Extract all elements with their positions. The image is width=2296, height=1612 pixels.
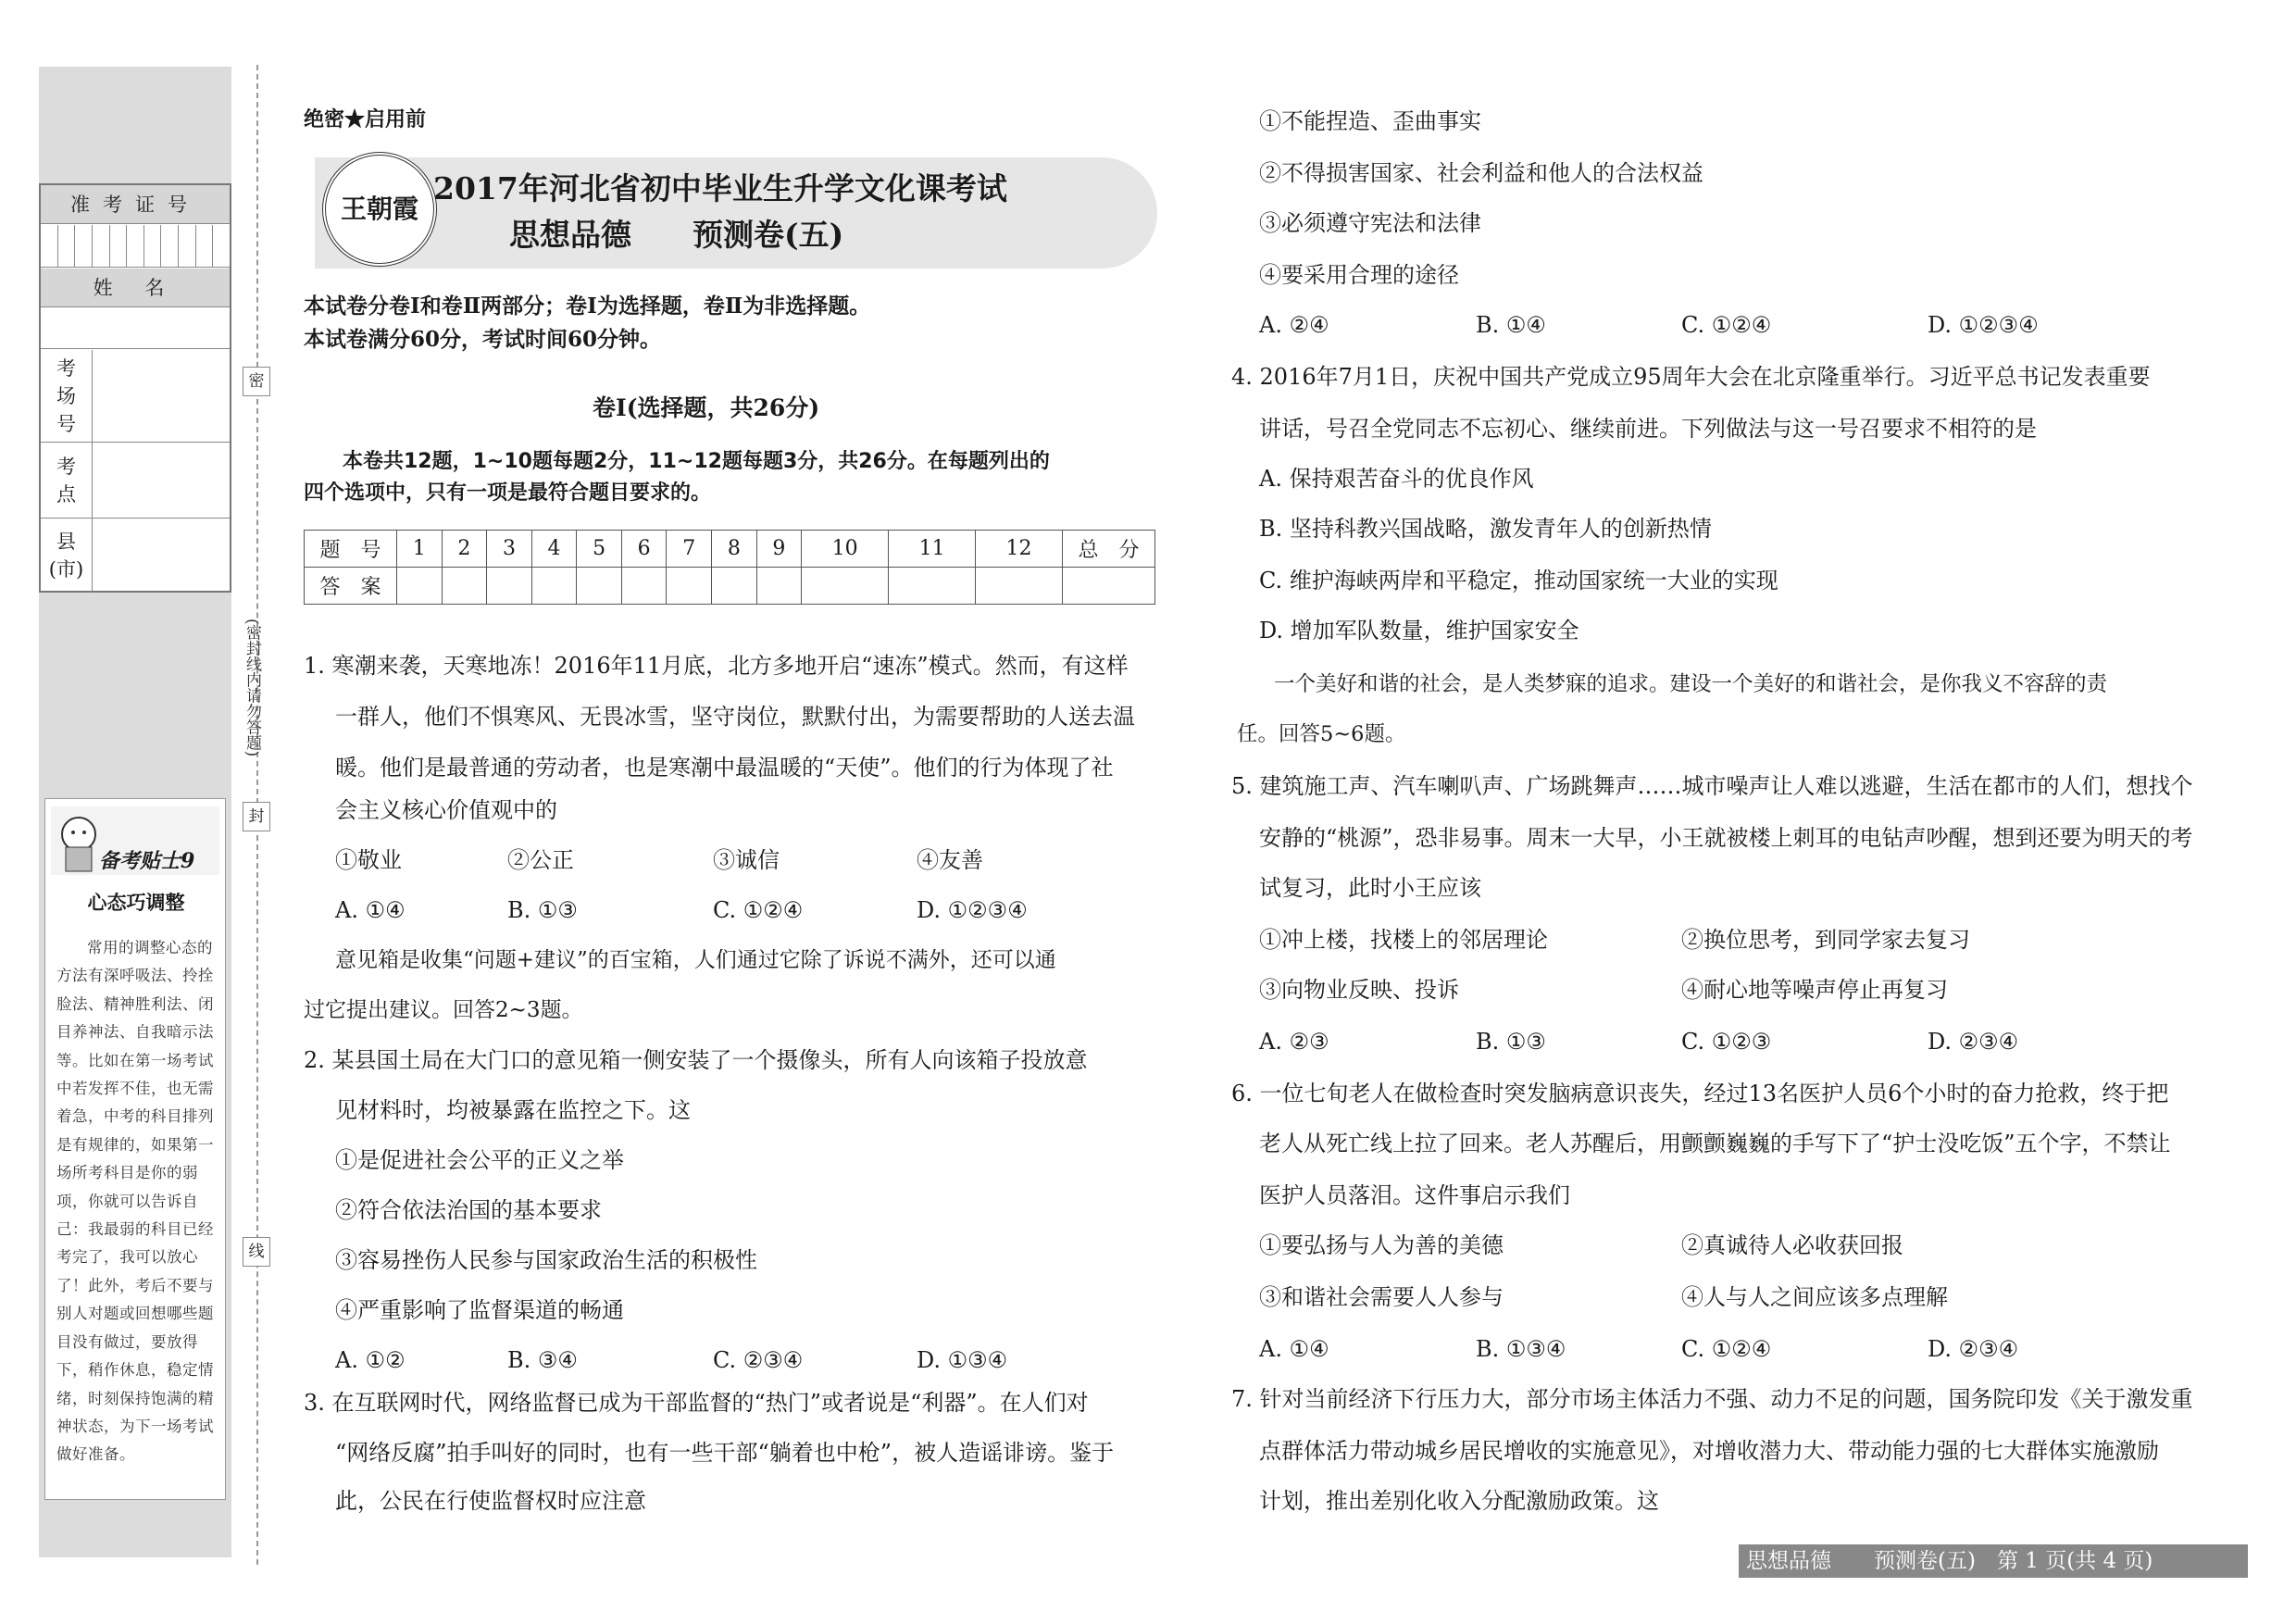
- q3-option: ④要采用合理的途径: [1259, 262, 1459, 288]
- q3-line: 3. 在互联网时代，网络监督已成为干部监督的“热门”或者说是“利器”。在人们对: [304, 1390, 1089, 1416]
- answer-cell[interactable]: [397, 568, 443, 605]
- q2-choice: B. ③④: [507, 1347, 578, 1373]
- table-cell: 7: [667, 531, 712, 568]
- table-cell: 10: [802, 531, 889, 568]
- table-cell: 总 分: [1063, 531, 1155, 568]
- q4-option: D. 增加军队数量，维护国家安全: [1259, 618, 1579, 644]
- q4-line: 讲话，号召全党同志不忘初心、继续前进。下列做法与这一号召要求不相符的是: [1259, 416, 2037, 442]
- q3-option: ①不能捏造、歪曲事实: [1259, 108, 1481, 134]
- q1-option: ③诚信: [713, 847, 780, 873]
- q1-line: 会主义核心价值观中的: [335, 797, 557, 823]
- q3-option: ③必须遵守宪法和法律: [1259, 210, 1481, 236]
- venue-no-field[interactable]: [93, 350, 230, 443]
- q1-line: 1. 寒潮来袭，天寒地冻！2016年11月底，北方多地开启“速冻”模式。然而，有这样: [304, 653, 1129, 679]
- answer-cell[interactable]: [531, 568, 577, 605]
- q1-option: ②公正: [507, 847, 574, 873]
- venue-field[interactable]: [93, 443, 230, 519]
- q3-choice: D. ①②③④: [1928, 312, 2039, 338]
- brand-logo-icon: [322, 152, 437, 267]
- q3-option: ②不得损害国家、社会利益和他人的合法权益: [1259, 160, 1703, 186]
- q3-choice: A. ②④: [1259, 312, 1329, 338]
- paper-note-1: 本试卷分卷Ⅰ和卷Ⅱ两部分；卷Ⅰ为选择题，卷Ⅱ为非选择题。: [304, 294, 871, 319]
- q2-3-intro: 过它提出建议。回答2~3题。: [304, 998, 583, 1022]
- venue-no-label: 考 场 号: [41, 350, 93, 443]
- seal-mark-feng: 封: [243, 802, 270, 831]
- q6-option: ③和谐社会需要人人参与: [1259, 1284, 1504, 1310]
- q2-choice: C. ②③④: [713, 1347, 804, 1373]
- exam-subtitle: 思想品德 预测卷(五): [509, 217, 844, 253]
- q1-line: 一群人，他们不惧寒风、无畏冰雪，坚守岗位，默默付出，为需要帮助的人送去温: [335, 704, 1135, 730]
- answer-cell[interactable]: [712, 568, 757, 605]
- tips-badge: 备考贴士9: [99, 849, 195, 873]
- q6-line: 老人从死亡线上拉了回来。老人苏醒后，用颤颤巍巍的手写下了“护士没吃饭”五个字，不禁让: [1259, 1131, 2171, 1156]
- seal-mark-xian: 线: [243, 1237, 270, 1267]
- answer-table-answer-row: [305, 568, 1155, 605]
- q1-option: ①敬业: [335, 847, 402, 873]
- table-cell: 1: [397, 531, 443, 568]
- answer-cell[interactable]: [621, 568, 667, 605]
- table-cell: 12: [976, 531, 1063, 568]
- table-cell: 题 号: [305, 531, 397, 568]
- q5-choice: A. ②③: [1259, 1029, 1329, 1055]
- q5-choice: C. ①②③: [1681, 1029, 1772, 1055]
- answer-cell[interactable]: [802, 568, 889, 605]
- secret-label: 绝密★启用前: [304, 107, 427, 131]
- table-cell: 11: [889, 531, 976, 568]
- instructions-2: 四个选项中，只有一项是最符合题目要求的。: [304, 481, 712, 505]
- tips-body: 常用的调整心态的方法有深呼吸法、拎拴脸法、精神胜利法、闭目养神法、自我暗示法等。比如在第一场考试中若发挥不佳，也无需着急，中考的科目排列是有规律的，如果第一场所考科目是你的弱项，你就可以告诉自己：我最弱的科目已经考完了，我可以放心了！此外，考后不要与别人对题或回想哪些题目没有做过，要放得下，稍作休息，稳定情绪，时刻保持饱满的精神状态，为下一场考试做好准备。: [56, 939, 214, 1464]
- q1-choice: D. ①②③④: [917, 897, 1028, 923]
- name-field[interactable]: [41, 308, 230, 349]
- q1-line: 暖。他们是最普通的劳动者，也是寒潮中最温暖的“天使”。他们的行为体现了社: [335, 755, 1114, 781]
- q5-choice: D. ②③④: [1928, 1029, 2019, 1055]
- q2-option: ②符合依法治国的基本要求: [335, 1197, 602, 1223]
- q6-line: 6. 一位七旬老人在做检查时突发脑病意识丧失，经过13名医护人员6个小时的奋力抢救，终于把: [1231, 1081, 2169, 1106]
- q2-line: 2. 某县国土局在大门口的意见箱一侧安装了一个摄像头，所有人向该箱子投放意: [304, 1047, 1088, 1073]
- q5-line: 5. 建筑施工声、汽车喇叭声、广场跳舞声……城市噪声让人难以逃避，生活在都市的人们，想找个: [1231, 773, 2193, 799]
- q2-line: 见材料时，均被暴露在监控之下。这: [335, 1097, 691, 1123]
- q6-choice: C. ①②④: [1681, 1336, 1772, 1362]
- q6-option: ①要弘扬与人为善的美德: [1259, 1232, 1504, 1258]
- exam-number-cells[interactable]: [41, 225, 230, 268]
- seal-mark-mi: 密: [243, 367, 270, 396]
- q3-choice: C. ①②④: [1681, 312, 1772, 338]
- q5-choice: B. ①③: [1476, 1029, 1546, 1055]
- answer-table: [304, 530, 1155, 605]
- q6-line: 医护人员落泪。这件事启示我们: [1259, 1182, 1570, 1208]
- q4-option: C. 维护海峡两岸和平稳定，推动国家统一大业的实现: [1259, 568, 1778, 594]
- q7-line: 7. 针对当前经济下行压力大，部分市场主体活力不强、动力不足的问题，国务院印发《关于激发重: [1231, 1386, 2193, 1412]
- q2-option: ④严重影响了监督渠道的畅通: [335, 1297, 624, 1323]
- table-cell: 3: [487, 531, 532, 568]
- q3-line: “网络反腐”拍手叫好的同时，也有一些干部“躺着也中枪”，被人造谣诽谤。鉴于: [335, 1440, 1115, 1466]
- county-label: 县 (市): [41, 519, 93, 593]
- table-cell: 4: [531, 531, 577, 568]
- q3-line: 此，公民在行使监督权时应注意: [335, 1488, 646, 1514]
- instructions-1: 本卷共12题，1~10题每题2分，11~12题每题3分，共26分。在每题列出的: [343, 450, 1050, 473]
- q5-line: 试复习，此时小王应该: [1259, 875, 1481, 901]
- seal-note: (密封线内请勿答题): [243, 619, 261, 757]
- q2-option: ③容易挫伤人民参与国家政治生活的积极性: [335, 1247, 757, 1273]
- tips-title: 心态巧调整: [87, 891, 185, 914]
- candidate-info-box: [39, 183, 231, 593]
- answer-table-header-row: [305, 531, 1155, 568]
- q7-line: 点群体活力带动城乡居民增收的实施意见》，对增收潜力大、带动能力强的七大群体实施激励: [1259, 1438, 2159, 1464]
- page-footer: 思想品德 预测卷(五) 第 1 页(共 4 页): [1739, 1544, 2248, 1578]
- brand-logo-text: 王朝霞: [340, 194, 418, 224]
- table-cell: 8: [712, 531, 757, 568]
- table-cell: 答 案: [305, 568, 397, 605]
- q5-line: 安静的“桃源”，恐非易事。周末一大早，小王就被楼上刺耳的电钻声吵醒，想到还要为明天的考: [1259, 825, 2193, 851]
- q5-option: ②换位思考，到同学家去复习: [1681, 927, 1970, 953]
- venue-label: 考 点: [41, 443, 93, 519]
- answer-cell[interactable]: [889, 568, 976, 605]
- table-cell: 6: [621, 531, 667, 568]
- paper-note-2: 本试卷满分60分，考试时间60分钟。: [304, 327, 662, 352]
- exam-tips-panel: [44, 798, 226, 1500]
- name-label: 姓 名: [41, 269, 230, 307]
- answer-cell[interactable]: [1063, 568, 1155, 605]
- q1-option: ④友善: [917, 847, 983, 873]
- q6-choice: D. ②③④: [1928, 1336, 2019, 1362]
- county-field[interactable]: [93, 519, 230, 593]
- q2-choice: D. ①③④: [917, 1347, 1008, 1373]
- q4-line: 4. 2016年7月1日，庆祝中国共产党成立95周年大会在北京隆重举行。习近平总书记发表重要: [1231, 364, 2151, 390]
- q3-choice: B. ①④: [1476, 312, 1546, 338]
- q5-option: ④耐心地等噪声停止再复习: [1681, 977, 1948, 1003]
- q2-3-intro: 意见箱是收集“问题+建议”的百宝箱，人们通过它除了诉说不满外，还可以通: [335, 948, 1056, 972]
- exam-number-label: 准考证号: [41, 185, 230, 224]
- answer-cell[interactable]: [442, 568, 487, 605]
- answer-cell[interactable]: [976, 568, 1063, 605]
- answer-cell[interactable]: [487, 568, 532, 605]
- table-cell: 9: [756, 531, 802, 568]
- table-cell: 5: [577, 531, 622, 568]
- answer-cell[interactable]: [577, 568, 622, 605]
- q5-6-intro: 一个美好和谐的社会，是人类梦寐的追求。建设一个美好的和谐社会，是你我义不容辞的责: [1274, 672, 2108, 696]
- q5-option: ③向物业反映、投诉: [1259, 977, 1459, 1003]
- q4-option: A. 保持艰苦奋斗的优良作风: [1259, 466, 1534, 492]
- q2-option: ①是促进社会公平的正义之举: [335, 1147, 624, 1173]
- q6-option: ②真诚待人必收获回报: [1681, 1232, 1903, 1258]
- q1-choice: A. ①④: [335, 897, 406, 923]
- answer-cell[interactable]: [667, 568, 712, 605]
- q2-choice: A. ①②: [335, 1347, 406, 1373]
- q4-option: B. 坚持科教兴国战略，激发青年人的创新热情: [1259, 516, 1712, 542]
- q6-choice: B. ①③④: [1476, 1336, 1566, 1362]
- q6-option: ④人与人之间应该多点理解: [1681, 1284, 1948, 1310]
- q5-6-intro: 任。回答5~6题。: [1237, 722, 1406, 746]
- q1-choice: B. ①③: [507, 897, 578, 923]
- answer-cell[interactable]: [756, 568, 802, 605]
- q7-line: 计划，推出差别化收入分配激励政策。这: [1259, 1488, 1659, 1514]
- table-cell: 2: [442, 531, 487, 568]
- q1-choice: C. ①②④: [713, 897, 804, 923]
- q5-option: ①冲上楼，找楼上的邻居理论: [1259, 927, 1548, 953]
- section-title: 卷Ⅰ(选择题，共26分): [593, 394, 820, 421]
- q6-choice: A. ①④: [1259, 1336, 1329, 1362]
- exam-title: 2017年河北省初中毕业生升学文化课考试: [433, 170, 1007, 206]
